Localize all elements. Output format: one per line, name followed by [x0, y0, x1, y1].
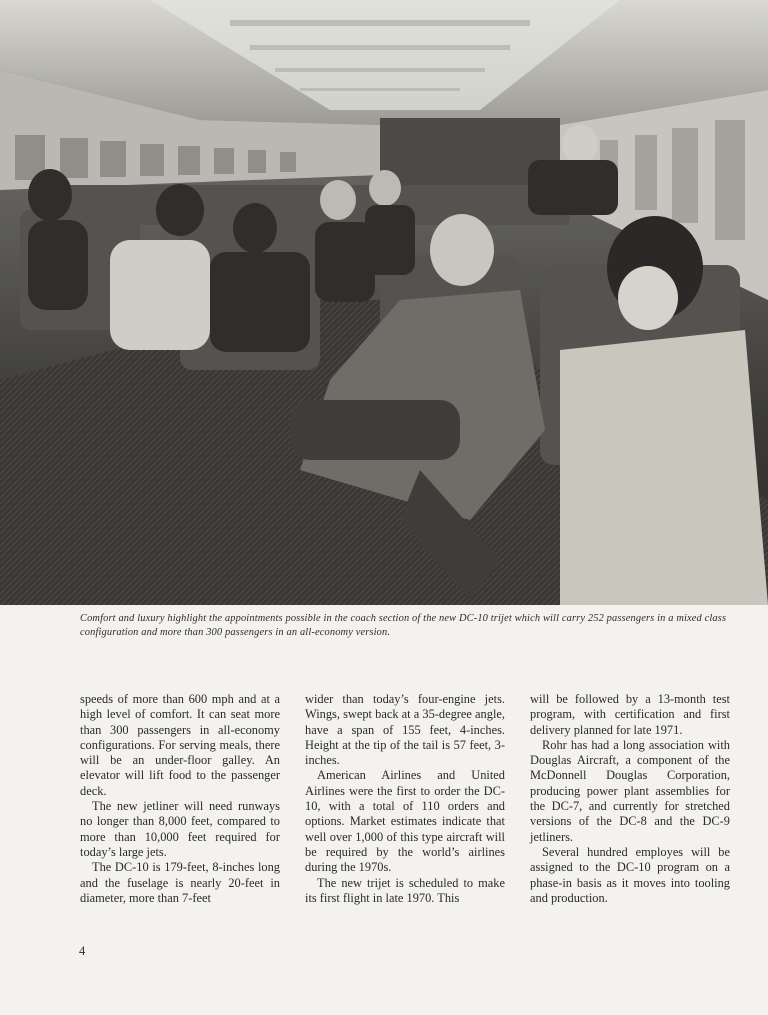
paragraph: will be followed by a 13-month test program, with certification and first delivery planned for late 1971. — [530, 692, 730, 737]
paragraph: speeds of more than 600 mph and at a high level of comfort. It can seat more than 300 passengers in all-economy configurations. For serving meals, there will be an under-floor galley. An elevator will lift food to the passenger deck. — [80, 692, 280, 798]
paragraph: The DC-10 is 179-feet, 8-inches long and the fuselage is nearly 20-feet in diameter, more than 7-feet — [80, 860, 280, 905]
article-body — [80, 692, 730, 906]
column-3 — [530, 692, 730, 906]
page-number: 4 — [79, 944, 86, 958]
paragraph: Rohr has had a long association with Douglas Aircraft, a component of the McDonnell Douglas Corporation, producing power plant assemblies for the DC-7, and currently for stretched versions of the DC-8 and the DC-9 jetliners. — [530, 737, 730, 844]
paragraph: The new trijet is scheduled to make its first flight in late 1970. This — [305, 875, 505, 905]
photo-caption: Comfort and luxury highlight the appointments possible in the coach section of the new DC-10 trijet which will carry 252 passengers in a mixed class configuration and more than 300 passengers in an all-economy version. — [80, 613, 727, 638]
paragraph: The new jetliner will need runways no longer than 8,000 feet, compared to more than 10,000 feet required for today’s large jets. — [80, 799, 280, 859]
paragraph: American Airlines and United Airlines were the first to order the DC-10, with a total of 110 orders and options. Market estimates indicate that well over 1,000 of this type aircraft will be required by the world’s airlines during the 1970s. — [305, 768, 505, 875]
paragraph: wider than today’s four-engine jets. Wings, swept back at a 35-degree angle, have a span of 155 feet, 4-inches. Height at the tip of the tail is 57 feet, 3-inches. — [305, 692, 505, 768]
column-1 — [80, 692, 280, 906]
paragraph: Several hundred employes will be assigned to the DC-10 program on a phase-in basis as it moves into tooling and production. — [530, 844, 730, 905]
column-2 — [305, 692, 505, 906]
